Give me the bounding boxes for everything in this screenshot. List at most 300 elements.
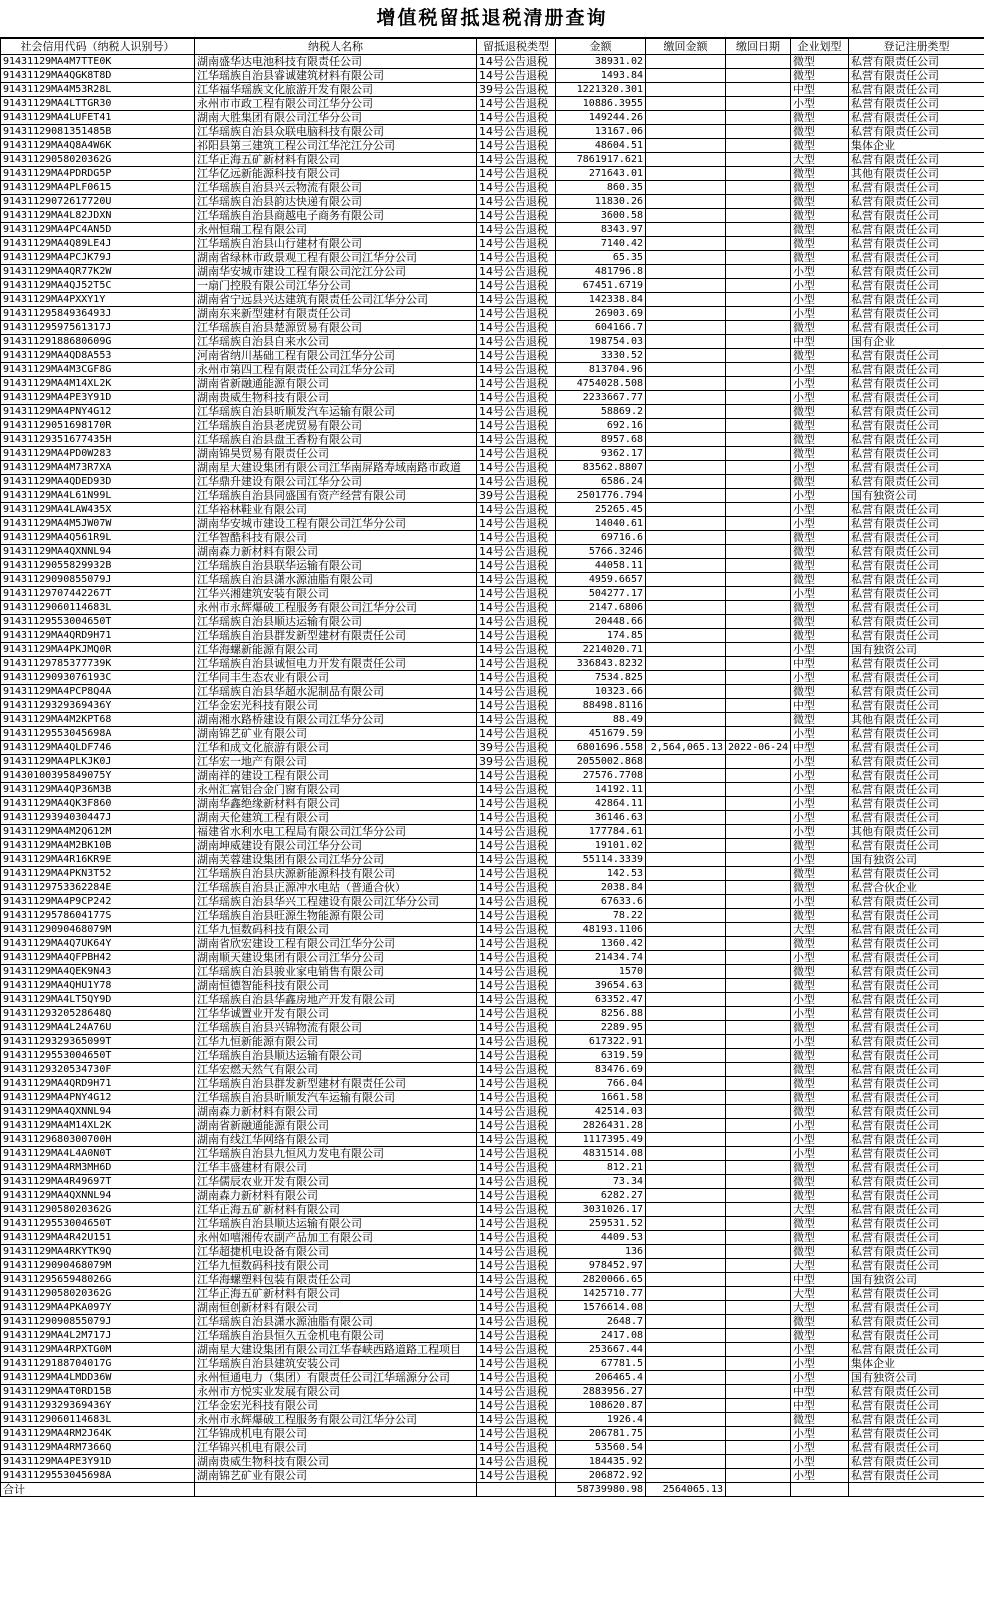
cell-enterprise-scale[interactable]: 微型 [791, 55, 849, 69]
cell-registration-type[interactable]: 私营有限责任公司 [849, 377, 984, 391]
cell-amount[interactable]: 860.35 [556, 181, 646, 195]
cell-returned-date[interactable] [726, 1007, 791, 1021]
cell-credit-code[interactable]: 91431129MA4PKN3T52 [1, 867, 195, 881]
cell-returned-amount[interactable] [646, 1469, 726, 1483]
cell-returned-date[interactable] [726, 923, 791, 937]
cell-taxpayer-name[interactable]: 湖南芙蓉建设集团有限公司江华分公司 [195, 853, 477, 867]
cell-registration-type[interactable]: 私营有限责任公司 [849, 433, 984, 447]
cell-taxpayer-name[interactable]: 江华瑶族自治县楚源贸易有限公司 [195, 321, 477, 335]
cell-credit-code[interactable]: 91431129MA4L61N99L [1, 489, 195, 503]
cell-amount[interactable]: 184435.92 [556, 1455, 646, 1469]
cell-registration-type[interactable]: 私营有限责任公司 [849, 979, 984, 993]
cell-refund-type[interactable]: 14号公告退税 [477, 419, 556, 433]
cell-registration-type[interactable]: 私营有限责任公司 [849, 1399, 984, 1413]
cell-returned-date[interactable] [726, 657, 791, 671]
cell-refund-type[interactable]: 14号公告退税 [477, 531, 556, 545]
cell-credit-code[interactable]: 91431129072617720U [1, 195, 195, 209]
cell-returned-amount[interactable] [646, 769, 726, 783]
cell-refund-type[interactable]: 14号公告退税 [477, 1455, 556, 1469]
cell-credit-code[interactable]: 91431129MA4R16KR9E [1, 853, 195, 867]
cell-amount[interactable]: 2820066.65 [556, 1273, 646, 1287]
cell-returned-amount[interactable] [646, 1427, 726, 1441]
cell-amount[interactable]: 48193.1106 [556, 923, 646, 937]
cell-registration-type[interactable]: 私营有限责任公司 [849, 867, 984, 881]
cell-taxpayer-name[interactable]: 江华金宏光科技有限公司 [195, 1399, 477, 1413]
cell-enterprise-scale[interactable]: 微型 [791, 1091, 849, 1105]
cell-returned-date[interactable] [726, 937, 791, 951]
cell-amount[interactable]: 4959.6657 [556, 573, 646, 587]
cell-registration-type[interactable]: 私营有限责任公司 [849, 237, 984, 251]
cell-registration-type[interactable]: 私营有限责任公司 [849, 1469, 984, 1483]
cell-credit-code[interactable]: 91431129MA4Q7UK64Y [1, 937, 195, 951]
cell-enterprise-scale[interactable]: 微型 [791, 629, 849, 643]
cell-returned-date[interactable] [726, 307, 791, 321]
cell-returned-amount[interactable] [646, 321, 726, 335]
cell-refund-type[interactable]: 14号公告退税 [477, 923, 556, 937]
cell-returned-date[interactable] [726, 1231, 791, 1245]
cell-enterprise-scale[interactable]: 微型 [791, 349, 849, 363]
cell-credit-code[interactable]: 91431129394030447J [1, 811, 195, 825]
cell-returned-date[interactable] [726, 629, 791, 643]
cell-refund-type[interactable]: 14号公告退税 [477, 1301, 556, 1315]
cell-enterprise-scale[interactable]: 微型 [791, 475, 849, 489]
cell-enterprise-scale[interactable]: 微型 [791, 685, 849, 699]
cell-refund-type[interactable]: 14号公告退税 [477, 1469, 556, 1483]
cell-refund-type[interactable]: 14号公告退税 [477, 937, 556, 951]
cell-returned-amount[interactable] [646, 1231, 726, 1245]
cell-registration-type[interactable]: 私营有限责任公司 [849, 671, 984, 685]
cell-taxpayer-name[interactable]: 江华瑶族自治县顺达运输有限公司 [195, 1217, 477, 1231]
cell-enterprise-scale[interactable]: 中型 [791, 699, 849, 713]
cell-enterprise-scale[interactable]: 小型 [791, 797, 849, 811]
cell-returned-date[interactable] [726, 223, 791, 237]
cell-returned-amount[interactable] [646, 965, 726, 979]
cell-returned-amount[interactable] [646, 1189, 726, 1203]
cell-refund-type[interactable]: 14号公告退税 [477, 125, 556, 139]
cell-registration-type[interactable]: 私营有限责任公司 [849, 195, 984, 209]
cell-returned-amount[interactable] [646, 713, 726, 727]
cell-enterprise-scale[interactable]: 微型 [791, 1161, 849, 1175]
cell-returned-date[interactable] [726, 1189, 791, 1203]
cell-returned-amount[interactable] [646, 1329, 726, 1343]
cell-returned-amount[interactable] [646, 111, 726, 125]
cell-taxpayer-name[interactable]: 湖南锦艺矿业有限公司 [195, 1469, 477, 1483]
cell-returned-amount[interactable] [646, 1399, 726, 1413]
cell-refund-type[interactable]: 14号公告退税 [477, 643, 556, 657]
cell-credit-code[interactable]: 91431129MA4M73R7XA [1, 461, 195, 475]
cell-credit-code[interactable]: 91431129MA4L4A0N0T [1, 1147, 195, 1161]
cell-returned-date[interactable] [726, 1273, 791, 1287]
cell-refund-type[interactable]: 14号公告退税 [477, 559, 556, 573]
cell-amount[interactable]: 25265.45 [556, 503, 646, 517]
cell-credit-code[interactable]: 91431129MA4Q89LE4J [1, 237, 195, 251]
cell-registration-type[interactable]: 私营有限责任公司 [849, 727, 984, 741]
cell-enterprise-scale[interactable]: 微型 [791, 713, 849, 727]
cell-refund-type[interactable]: 14号公告退税 [477, 1161, 556, 1175]
cell-registration-type[interactable]: 其他有限责任公司 [849, 825, 984, 839]
cell-registration-type[interactable]: 私营有限责任公司 [849, 895, 984, 909]
cell-returned-date[interactable] [726, 1035, 791, 1049]
cell-returned-date[interactable] [726, 1427, 791, 1441]
cell-registration-type[interactable]: 私营有限责任公司 [849, 1245, 984, 1259]
cell-enterprise-scale[interactable]: 微型 [791, 223, 849, 237]
cell-returned-amount[interactable] [646, 643, 726, 657]
cell-taxpayer-name[interactable]: 江华瑶族自治县潇水源油脂有限公司 [195, 1315, 477, 1329]
cell-registration-type[interactable]: 私营有限责任公司 [849, 405, 984, 419]
cell-returned-date[interactable] [726, 1147, 791, 1161]
cell-enterprise-scale[interactable]: 小型 [791, 489, 849, 503]
cell-registration-type[interactable]: 私营有限责任公司 [849, 1301, 984, 1315]
cell-enterprise-scale[interactable]: 小型 [791, 853, 849, 867]
cell-taxpayer-name[interactable]: 永州市永辉爆破工程服务有限公司江华分公司 [195, 1413, 477, 1427]
cell-taxpayer-name[interactable]: 江华瑶族自治县建筑安装公司 [195, 1357, 477, 1371]
cell-credit-code[interactable]: 91431129MA4QXNNL94 [1, 1105, 195, 1119]
cell-credit-code[interactable]: 91431129MA4PD0W283 [1, 447, 195, 461]
cell-amount[interactable]: 108620.87 [556, 1399, 646, 1413]
cell-taxpayer-name[interactable]: 湖南华安城市建设工程有限公司江华分公司 [195, 517, 477, 531]
cell-enterprise-scale[interactable]: 小型 [791, 895, 849, 909]
cell-returned-date[interactable] [726, 349, 791, 363]
cell-registration-type[interactable]: 私营有限责任公司 [849, 601, 984, 615]
cell-amount[interactable]: 4754028.508 [556, 377, 646, 391]
cell-credit-code[interactable]: 91431129MA4Q8A4W6K [1, 139, 195, 153]
cell-enterprise-scale[interactable]: 微型 [791, 1063, 849, 1077]
cell-registration-type[interactable]: 私营有限责任公司 [849, 1091, 984, 1105]
cell-enterprise-scale[interactable]: 大型 [791, 1301, 849, 1315]
cell-refund-type[interactable]: 14号公告退税 [477, 545, 556, 559]
cell-credit-code[interactable]: 91431129MA4Q561R9L [1, 531, 195, 545]
cell-taxpayer-name[interactable]: 江华正海五矿新材料有限公司 [195, 153, 477, 167]
cell-registration-type[interactable]: 私营有限责任公司 [849, 1455, 984, 1469]
header-refund-type[interactable]: 留抵退税类型 [477, 39, 556, 55]
cell-credit-code[interactable]: 91431129051698170R [1, 419, 195, 433]
cell-refund-type[interactable]: 14号公告退税 [477, 811, 556, 825]
cell-enterprise-scale[interactable]: 小型 [791, 1357, 849, 1371]
cell-taxpayer-name[interactable]: 江华瑶族自治县昕顺发汽车运输有限公司 [195, 1091, 477, 1105]
cell-refund-type[interactable]: 14号公告退税 [477, 1105, 556, 1119]
cell-amount[interactable]: 19101.02 [556, 839, 646, 853]
cell-credit-code[interactable]: 91431129MA4M14XL2K [1, 377, 195, 391]
cell-taxpayer-name[interactable]: 湖南恒创新材料有限公司 [195, 1301, 477, 1315]
cell-returned-date[interactable] [726, 1063, 791, 1077]
cell-credit-code[interactable]: 91431129MA4R49697T [1, 1175, 195, 1189]
cell-enterprise-scale[interactable]: 微型 [791, 1217, 849, 1231]
cell-credit-code[interactable]: 91431129MA4QXNNL94 [1, 545, 195, 559]
cell-taxpayer-name[interactable]: 江华兴湘建筑安装有限公司 [195, 587, 477, 601]
cell-credit-code[interactable]: 91431129MA4QDED93D [1, 475, 195, 489]
cell-taxpayer-name[interactable]: 江华福华瑶族文化旅游开发有限公司 [195, 83, 477, 97]
cell-taxpayer-name[interactable]: 江华瑶族自治县华超水泥制品有限公司 [195, 685, 477, 699]
cell-registration-type[interactable]: 私营合伙企业 [849, 881, 984, 895]
cell-returned-amount[interactable] [646, 797, 726, 811]
cell-enterprise-scale[interactable]: 小型 [791, 769, 849, 783]
cell-refund-type[interactable]: 14号公告退税 [477, 251, 556, 265]
cell-enterprise-scale[interactable]: 微型 [791, 111, 849, 125]
cell-registration-type[interactable]: 私营有限责任公司 [849, 419, 984, 433]
cell-credit-code[interactable]: 91431129351677435H [1, 433, 195, 447]
cell-refund-type[interactable]: 14号公告退税 [477, 293, 556, 307]
cell-returned-date[interactable] [726, 475, 791, 489]
cell-amount[interactable]: 83562.8807 [556, 461, 646, 475]
cell-amount[interactable]: 2648.7 [556, 1315, 646, 1329]
cell-returned-date[interactable] [726, 335, 791, 349]
cell-amount[interactable]: 2883956.27 [556, 1385, 646, 1399]
cell-registration-type[interactable]: 私营有限责任公司 [849, 699, 984, 713]
cell-taxpayer-name[interactable]: 江华裕林鞋业有限公司 [195, 503, 477, 517]
cell-credit-code[interactable]: 91430100395849075Y [1, 769, 195, 783]
cell-refund-type[interactable]: 14号公告退税 [477, 769, 556, 783]
cell-credit-code[interactable]: 91431129MA4QFPBH42 [1, 951, 195, 965]
cell-credit-code[interactable]: 91431129090468079M [1, 923, 195, 937]
cell-returned-date[interactable] [726, 503, 791, 517]
cell-registration-type[interactable]: 私营有限责任公司 [849, 307, 984, 321]
cell-returned-amount[interactable] [646, 1287, 726, 1301]
cell-refund-type[interactable]: 14号公告退税 [477, 1091, 556, 1105]
cell-credit-code[interactable]: 91431129329365099T [1, 1035, 195, 1049]
cell-taxpayer-name[interactable]: 湖南祥的建设工程有限公司 [195, 769, 477, 783]
cell-credit-code[interactable]: 91431129060114683L [1, 601, 195, 615]
cell-refund-type[interactable]: 14号公告退税 [477, 1441, 556, 1455]
cell-returned-amount[interactable] [646, 223, 726, 237]
cell-enterprise-scale[interactable]: 小型 [791, 1119, 849, 1133]
cell-credit-code[interactable]: 91431129329369436Y [1, 1399, 195, 1413]
cell-credit-code[interactable]: 91431129MA4QR77K2W [1, 265, 195, 279]
cell-registration-type[interactable]: 私营有限责任公司 [849, 1259, 984, 1273]
cell-registration-type[interactable]: 私营有限责任公司 [849, 1119, 984, 1133]
cell-taxpayer-name[interactable]: 江华瑶族自治县群发新型建材有限责任公司 [195, 1077, 477, 1091]
cell-returned-amount[interactable] [646, 1035, 726, 1049]
cell-credit-code[interactable]: 91431129MA4LUFET41 [1, 111, 195, 125]
cell-registration-type[interactable]: 国有独资公司 [849, 853, 984, 867]
cell-amount[interactable]: 149244.26 [556, 111, 646, 125]
cell-returned-date[interactable] [726, 783, 791, 797]
cell-returned-date[interactable] [726, 559, 791, 573]
cell-registration-type[interactable]: 私营有限责任公司 [849, 1329, 984, 1343]
cell-enterprise-scale[interactable]: 微型 [791, 937, 849, 951]
cell-amount[interactable]: 6586.24 [556, 475, 646, 489]
cell-refund-type[interactable]: 14号公告退税 [477, 1119, 556, 1133]
cell-enterprise-scale[interactable]: 微型 [791, 1105, 849, 1119]
cell-returned-date[interactable] [726, 1105, 791, 1119]
cell-returned-amount[interactable] [646, 1203, 726, 1217]
cell-refund-type[interactable]: 14号公告退税 [477, 1413, 556, 1427]
cell-returned-date[interactable] [726, 1091, 791, 1105]
cell-registration-type[interactable]: 私营有限责任公司 [849, 461, 984, 475]
cell-amount[interactable]: 7140.42 [556, 237, 646, 251]
cell-refund-type[interactable]: 14号公告退税 [477, 111, 556, 125]
cell-credit-code[interactable]: 91431129055829932B [1, 559, 195, 573]
cell-returned-date[interactable] [726, 1343, 791, 1357]
cell-refund-type[interactable]: 14号公告退税 [477, 1021, 556, 1035]
cell-amount[interactable]: 6282.27 [556, 1189, 646, 1203]
cell-enterprise-scale[interactable]: 微型 [791, 433, 849, 447]
cell-credit-code[interactable]: 91431129MA4PKA097Y [1, 1301, 195, 1315]
cell-returned-amount[interactable] [646, 69, 726, 83]
header-taxpayer-name[interactable]: 纳税人名称 [195, 39, 477, 55]
cell-amount[interactable]: 1360.42 [556, 937, 646, 951]
cell-refund-type[interactable]: 14号公告退税 [477, 587, 556, 601]
cell-returned-date[interactable] [726, 265, 791, 279]
cell-enterprise-scale[interactable]: 微型 [791, 1245, 849, 1259]
cell-returned-date[interactable] [726, 1455, 791, 1469]
cell-taxpayer-name[interactable]: 江华儒辰农业开发有限公司 [195, 1175, 477, 1189]
cell-refund-type[interactable]: 14号公告退税 [477, 713, 556, 727]
cell-amount[interactable]: 2826431.28 [556, 1119, 646, 1133]
cell-returned-amount[interactable] [646, 489, 726, 503]
cell-registration-type[interactable]: 私营有限责任公司 [849, 1063, 984, 1077]
cell-enterprise-scale[interactable]: 中型 [791, 335, 849, 349]
cell-registration-type[interactable]: 私营有限责任公司 [849, 1077, 984, 1091]
cell-refund-type[interactable]: 14号公告退税 [477, 1371, 556, 1385]
cell-returned-date[interactable] [726, 531, 791, 545]
cell-refund-type[interactable]: 14号公告退税 [477, 783, 556, 797]
cell-refund-type[interactable]: 14号公告退税 [477, 1259, 556, 1273]
cell-taxpayer-name[interactable]: 江华瑶族自治县顺达运输有限公司 [195, 615, 477, 629]
cell-amount[interactable]: 9362.17 [556, 447, 646, 461]
cell-returned-amount[interactable] [646, 853, 726, 867]
cell-returned-amount[interactable] [646, 1161, 726, 1175]
cell-enterprise-scale[interactable]: 小型 [791, 1147, 849, 1161]
cell-credit-code[interactable]: 91431129MA4T0RD15B [1, 1385, 195, 1399]
cell-taxpayer-name[interactable]: 江华海螺塑料包装有限责任公司 [195, 1273, 477, 1287]
cell-amount[interactable]: 1926.4 [556, 1413, 646, 1427]
cell-amount[interactable]: 2038.84 [556, 881, 646, 895]
cell-refund-type[interactable]: 39号公告退税 [477, 489, 556, 503]
cell-enterprise-scale[interactable]: 微型 [791, 531, 849, 545]
cell-refund-type[interactable]: 14号公告退税 [477, 1133, 556, 1147]
cell-returned-date[interactable] [726, 377, 791, 391]
cell-returned-date[interactable] [726, 1329, 791, 1343]
cell-returned-amount[interactable] [646, 1371, 726, 1385]
cell-enterprise-scale[interactable]: 小型 [791, 811, 849, 825]
cell-refund-type[interactable]: 14号公告退税 [477, 629, 556, 643]
cell-registration-type[interactable]: 私营有限责任公司 [849, 1343, 984, 1357]
cell-credit-code[interactable]: 91431129MA4PCP8Q4A [1, 685, 195, 699]
cell-enterprise-scale[interactable]: 中型 [791, 83, 849, 97]
cell-credit-code[interactable]: 91431129MA4LT5QY9D [1, 993, 195, 1007]
cell-registration-type[interactable]: 私营有限责任公司 [849, 909, 984, 923]
cell-refund-type[interactable]: 14号公告退税 [477, 209, 556, 223]
cell-amount[interactable]: 42514.03 [556, 1105, 646, 1119]
cell-registration-type[interactable]: 私营有限责任公司 [849, 993, 984, 1007]
cell-enterprise-scale[interactable]: 微型 [791, 195, 849, 209]
cell-credit-code[interactable]: 91431129553004650T [1, 615, 195, 629]
cell-registration-type[interactable]: 私营有限责任公司 [849, 1175, 984, 1189]
cell-credit-code[interactable]: 91431129MA4QK3F860 [1, 797, 195, 811]
cell-taxpayer-name[interactable]: 江华和成文化旅游有限公司 [195, 741, 477, 755]
cell-amount[interactable]: 7861917.621 [556, 153, 646, 167]
cell-credit-code[interactable]: 91431129329369436Y [1, 699, 195, 713]
cell-returned-amount[interactable] [646, 97, 726, 111]
cell-enterprise-scale[interactable]: 小型 [791, 755, 849, 769]
cell-registration-type[interactable]: 集体企业 [849, 1357, 984, 1371]
cell-returned-amount[interactable] [646, 1455, 726, 1469]
cell-returned-amount[interactable] [646, 419, 726, 433]
cell-returned-amount[interactable] [646, 1021, 726, 1035]
cell-taxpayer-name[interactable]: 江华瑶族自治县旺源生物能源有限公司 [195, 909, 477, 923]
cell-refund-type[interactable]: 14号公告退税 [477, 853, 556, 867]
cell-enterprise-scale[interactable]: 微型 [791, 1021, 849, 1035]
cell-amount[interactable]: 38931.02 [556, 55, 646, 69]
cell-amount[interactable]: 14040.61 [556, 517, 646, 531]
cell-enterprise-scale[interactable]: 微型 [791, 979, 849, 993]
cell-taxpayer-name[interactable]: 永州汇富铝合金门窗有限公司 [195, 783, 477, 797]
cell-registration-type[interactable]: 私营有限责任公司 [849, 181, 984, 195]
cell-amount[interactable]: 1576614.08 [556, 1301, 646, 1315]
cell-registration-type[interactable]: 私营有限责任公司 [849, 545, 984, 559]
cell-credit-code[interactable]: 91431129MA4QP36M3B [1, 783, 195, 797]
cell-credit-code[interactable]: 91431129081351485B [1, 125, 195, 139]
cell-returned-amount[interactable] [646, 475, 726, 489]
cell-returned-amount[interactable] [646, 293, 726, 307]
cell-taxpayer-name[interactable]: 江华瑶族自治县骏业家电销售有限公司 [195, 965, 477, 979]
cell-amount[interactable]: 69716.6 [556, 531, 646, 545]
cell-enterprise-scale[interactable]: 小型 [791, 643, 849, 657]
cell-amount[interactable]: 26903.69 [556, 307, 646, 321]
cell-enterprise-scale[interactable]: 小型 [791, 391, 849, 405]
cell-taxpayer-name[interactable]: 江华瑶族自治县九恒风力发电有限公司 [195, 1147, 477, 1161]
cell-taxpayer-name[interactable]: 永州恒通电力（集团）有限责任公司江华瑶源分公司 [195, 1371, 477, 1385]
cell-taxpayer-name[interactable]: 湖南省欣宏建设工程有限公司江华分公司 [195, 937, 477, 951]
cell-enterprise-scale[interactable]: 微型 [791, 1231, 849, 1245]
cell-refund-type[interactable]: 14号公告退税 [477, 1231, 556, 1245]
header-credit-code[interactable]: 社会信用代码（纳税人识别号） [1, 39, 195, 55]
cell-returned-amount[interactable] [646, 1301, 726, 1315]
cell-returned-amount[interactable] [646, 895, 726, 909]
cell-taxpayer-name[interactable]: 湖南森力新材料有限公司 [195, 1189, 477, 1203]
cell-credit-code[interactable]: 91431129MA4M2BK10B [1, 839, 195, 853]
cell-enterprise-scale[interactable]: 大型 [791, 153, 849, 167]
cell-enterprise-scale[interactable]: 小型 [791, 671, 849, 685]
cell-enterprise-scale[interactable]: 大型 [791, 1259, 849, 1273]
cell-enterprise-scale[interactable]: 微型 [791, 405, 849, 419]
cell-returned-date[interactable] [726, 83, 791, 97]
cell-registration-type[interactable]: 国有独资公司 [849, 489, 984, 503]
cell-amount[interactable]: 78.22 [556, 909, 646, 923]
cell-returned-amount[interactable] [646, 405, 726, 419]
cell-returned-date[interactable] [726, 1371, 791, 1385]
cell-taxpayer-name[interactable]: 江华瑶族自治县商越电子商务有限公司 [195, 209, 477, 223]
cell-returned-date[interactable] [726, 853, 791, 867]
cell-registration-type[interactable]: 私营有限责任公司 [849, 797, 984, 811]
cell-returned-date[interactable] [726, 993, 791, 1007]
cell-returned-date[interactable] [726, 153, 791, 167]
cell-registration-type[interactable]: 私营有限责任公司 [849, 1315, 984, 1329]
cell-amount[interactable]: 1661.58 [556, 1091, 646, 1105]
cell-returned-date[interactable] [726, 139, 791, 153]
cell-returned-date[interactable]: 2022-06-24 [726, 741, 791, 755]
cell-returned-amount[interactable] [646, 615, 726, 629]
cell-refund-type[interactable]: 14号公告退税 [477, 363, 556, 377]
cell-returned-date[interactable] [726, 825, 791, 839]
cell-refund-type[interactable]: 14号公告退税 [477, 55, 556, 69]
cell-registration-type[interactable]: 私营有限责任公司 [849, 1147, 984, 1161]
cell-taxpayer-name[interactable]: 湖南星大建设集团有限公司江华春峡西路道路工程项目 [195, 1343, 477, 1357]
cell-returned-date[interactable] [726, 167, 791, 181]
cell-registration-type[interactable]: 私营有限责任公司 [849, 447, 984, 461]
cell-credit-code[interactable]: 91431129MA4RM7366Q [1, 1441, 195, 1455]
cell-taxpayer-name[interactable]: 江华瑶族自治县群发新型建材有限责任公司 [195, 629, 477, 643]
cell-enterprise-scale[interactable]: 小型 [791, 363, 849, 377]
cell-amount[interactable]: 20448.66 [556, 615, 646, 629]
cell-returned-date[interactable] [726, 671, 791, 685]
cell-returned-amount[interactable] [646, 657, 726, 671]
cell-enterprise-scale[interactable]: 微型 [791, 965, 849, 979]
cell-taxpayer-name[interactable]: 江华瑶族自治县潇水源油脂有限公司 [195, 573, 477, 587]
cell-registration-type[interactable]: 私营有限责任公司 [849, 1161, 984, 1175]
cell-refund-type[interactable]: 14号公告退税 [477, 153, 556, 167]
cell-taxpayer-name[interactable]: 江华瑶族自治县昕顺发汽车运输有限公司 [195, 405, 477, 419]
